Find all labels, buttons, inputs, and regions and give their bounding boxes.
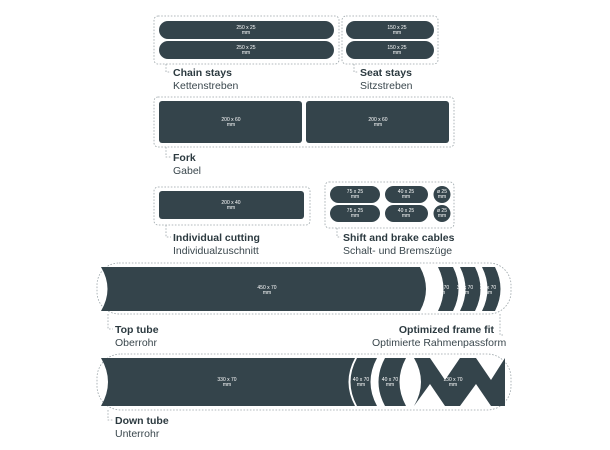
seat-stays-caption — [360, 67, 413, 93]
seat-stays-leader — [354, 64, 358, 72]
chain-stays-caption — [173, 67, 238, 93]
fork-label-de: Gabel — [173, 165, 202, 177]
individual-cutting-leader — [166, 225, 171, 237]
individual-cutting-caption — [173, 232, 260, 258]
top-tube-fit-2-size: 30 x 70 — [456, 285, 474, 291]
top-tube-main-unit: mm — [262, 290, 272, 296]
top-tube-fit-1-size: 30 x 70 — [432, 285, 450, 291]
down-tube-fit-3-unit: mm — [448, 382, 458, 388]
individual-cutting-unit: mm — [226, 205, 236, 211]
chain-stays-label-de: Kettenstreben — [173, 80, 239, 92]
frame-fit-label-de: Optimierte Rahmenpassform — [372, 337, 507, 349]
cable-piece-5-unit: mm — [401, 213, 411, 219]
down-tube-main-unit: mm — [222, 382, 232, 388]
fork-piece-1-size: 200 x 60 — [221, 117, 241, 123]
cables-leader — [337, 228, 341, 237]
top-tube-fit-1-unit: mm — [436, 290, 446, 296]
frame-fit-caption — [372, 324, 507, 350]
cable-piece-6-size: ø 25 — [436, 208, 448, 214]
top-tube-main-size: 450 x 70 — [257, 285, 277, 291]
top-tube-fit-2-unit: mm — [460, 290, 470, 296]
fork-piece-2-unit: mm — [373, 122, 383, 128]
seat-stays-label: Seat stays — [360, 67, 412, 79]
down-tube-fit-2-unit: mm — [385, 382, 395, 388]
fork-piece-1-unit: mm — [226, 122, 236, 128]
frame-fit-leader — [500, 314, 503, 335]
cable-piece-2-size: 40 x 25 — [397, 189, 415, 195]
seat-stay-piece-1-unit: mm — [392, 30, 402, 36]
cable-piece-1-unit: mm — [350, 194, 360, 200]
down-tube-caption — [115, 415, 169, 441]
cables-label-de: Schalt- und Bremszüge — [343, 245, 453, 257]
down-tube-fit-1-size: 40 x 70 — [352, 377, 370, 383]
cables-caption — [343, 232, 454, 258]
frame-fit-label: Optimized frame fit — [398, 324, 494, 336]
individual-cutting-label-de: Individualzuschnitt — [173, 245, 259, 257]
fork-leader — [166, 147, 171, 157]
top-tube-caption — [115, 324, 159, 350]
fork-piece-2-size: 200 x 60 — [368, 117, 388, 123]
cable-piece-4-unit: mm — [350, 213, 360, 219]
top-tube-fit-3-size: 30 x 70 — [479, 285, 497, 291]
chain-stays-label: Chain stays — [173, 67, 232, 79]
cable-piece-2-unit: mm — [401, 194, 411, 200]
down-tube-fit-2-size: 40 x 70 — [381, 377, 399, 383]
down-tube-leader — [108, 410, 113, 420]
chain-stays-leader — [166, 64, 171, 72]
cables-label: Shift and brake cables — [343, 232, 455, 244]
chain-stay-piece-2-unit: mm — [241, 50, 251, 56]
top-tube-label-de: Oberrohr — [115, 337, 158, 349]
down-tube-label: Down tube — [115, 415, 169, 427]
seat-stay-piece-2-size: 150 x 25 — [387, 45, 407, 51]
top-tube-fit-3-unit: mm — [483, 290, 493, 296]
fork-label: Fork — [173, 152, 196, 164]
cable-piece-4-size: 75 x 25 — [346, 208, 364, 214]
cable-piece-6-unit: mm — [437, 213, 447, 219]
seat-stays-label-de: Sitzstreben — [360, 80, 413, 92]
seat-stay-piece-2-unit: mm — [392, 50, 402, 56]
cable-piece-3-unit: mm — [437, 194, 447, 200]
individual-cutting-size: 200 x 40 — [221, 200, 241, 206]
individual-cutting-label: Individual cutting — [173, 232, 260, 244]
down-tube-fit-3-size: 130 x 70 — [443, 377, 463, 383]
cable-piece-5-size: 40 x 25 — [397, 208, 415, 214]
chain-stay-piece-2-size: 250 x 25 — [236, 45, 256, 51]
top-tube-label: Top tube — [115, 324, 159, 336]
down-tube-label-de: Unterrohr — [115, 428, 160, 440]
down-tube-main-size: 330 x 70 — [217, 377, 237, 383]
cable-piece-3-size: ø 25 — [436, 189, 448, 195]
chain-stay-piece-1-unit: mm — [241, 30, 251, 36]
seat-stay-piece-1-size: 150 x 25 — [387, 25, 407, 31]
fork-caption — [173, 152, 201, 178]
top-tube-leader — [108, 314, 113, 329]
cable-piece-1-size: 75 x 25 — [346, 189, 364, 195]
chain-stay-piece-1-size: 250 x 25 — [236, 25, 256, 31]
down-tube-fit-1-unit: mm — [356, 382, 366, 388]
